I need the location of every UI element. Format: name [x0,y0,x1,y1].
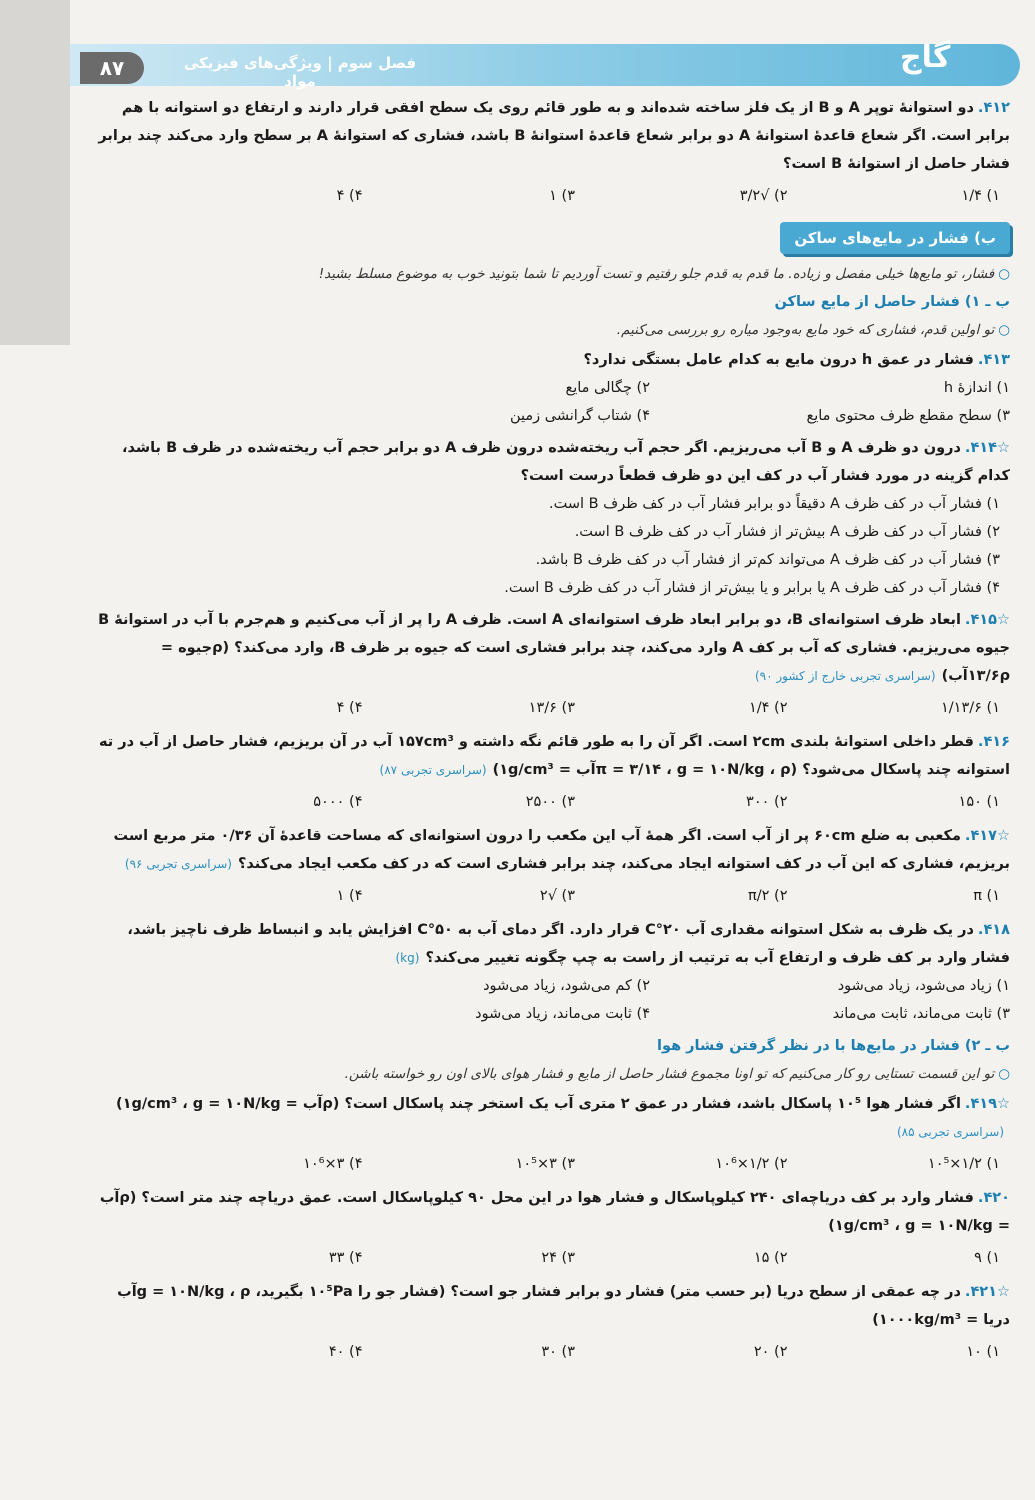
question-418 [90,916,1010,1028]
option-4: ۴) ثابت می‌ماند، زیاد می‌شود [475,1006,650,1022]
source-label: (kg) [395,951,420,965]
question-415 [90,606,1010,722]
option-1: ۱) فشار آب در کف ظرف A دقیقاً دو برابر فشار آب در کف ظرف B است. [548,496,1000,512]
options [90,1338,1010,1366]
subsection-heading: ب ـ ۲) فشار در مایع‌ها با در نظر گرفتن فشار هوا [657,1038,1010,1054]
chapter-title: فصل سوم | ویژگی‌های فیزیکی مواد [183,54,417,90]
option-4: ۴) ۴ [336,700,363,716]
question-number: ۴۱۷. [964,828,997,844]
option-1: ۱) ۱/۴ [961,188,1000,204]
option-3: ۳) ۳۰ [541,1344,575,1360]
option-1: ۱) π [973,888,1000,904]
question-text: در یک ظرف به شکل استوانه مقداری آب ۲۰°C قرار دارد. اگر دمای آب به ۵۰°C افزایش یابد و انبساط ظرف ناچیز باشد، فشار وارد بر کف ظرف و ارتفاع آب به ترتیب از راست به چپ چگونه تغییر می‌کند؟ [127,922,1010,966]
option-2: ۲) فشار آب در کف ظرف A بیش‌تر از فشار آب در کف ظرف B است. [574,524,1000,540]
options [90,972,1010,1028]
note [90,316,1010,344]
option-4: ۴) شتاب گرانشی زمین [509,408,650,424]
options [90,490,1010,602]
question-number: ۴۱۵. [964,612,997,628]
question-number: ۴۱۲. [977,100,1010,116]
side-tab [0,0,70,345]
question-number: ۴۱۸. [977,922,1010,938]
option-2: ۲) کم می‌شود، زیاد می‌شود [483,978,650,994]
question-text: فشار در عمق h درون مایع به کدام عامل بستگی ندارد؟ [583,352,974,368]
question-416 [90,728,1010,816]
option-3: ۳) ۲۴ [541,1250,575,1266]
question-text: دو استوانهٔ توپر A و B از یک فلز ساخته شده‌اند و به طور قائم روی یک سطح افقی قرار دارند و ارتفاع دو استوانه با هم برابر است. اگر شعاع قاعدهٔ استوانهٔ A دو برابر شعاع قاعدهٔ استوانهٔ B باشد، فشاری که استوانهٔ A بر سطح وارد می‌کند چند برابر فشار حاصل از استوانهٔ B است؟ [98,100,1010,172]
option-2: ۲) ۳۰۰ [746,794,788,810]
brand-logo: گاج [900,40,951,75]
question-text: اگر فشار هوا ۱۰⁵ پاسکال باشد، فشار در عمق ۲ متری آب یک استخر چند پاسکال است؟ (ρآب = ۱g/cm³ ، g = ۱۰N/kg) [115,1096,961,1112]
option-3: ۳) ۳×۱۰⁵ [515,1156,575,1172]
star-icon: ☆ [997,1284,1010,1300]
note-text: تو اولین قدم، فشاری که خود مایع به‌وجود میاره رو بررسی می‌کنیم. [616,322,995,338]
option-1: ۱) اندازهٔ h [943,380,1010,396]
option-3: ۳) ۱۳/۶ [528,700,575,716]
options [90,1244,1010,1272]
option-2: ۲) ۱۵ [753,1250,788,1266]
circle-icon: ○ [998,322,1010,338]
circle-icon: ○ [998,1066,1010,1082]
option-4: ۴) ۵۰۰۰ [313,794,363,810]
option-2: ۲) √۳/۲ [739,188,788,204]
option-4: ۴) ۴۰ [328,1344,363,1360]
note [90,260,1010,288]
options [90,1150,1010,1178]
question-number: ۴۱۶. [977,734,1010,750]
option-3: ۳) سطح مقطع ظرف محتوی مایع [806,408,1010,424]
note-text: فشار، تو مایع‌ها خیلی مفصل و زیاده. ما قدم به قدم جلو رفتیم و تست آوردیم تا شما بتونید خوب به موضوع مسلط بشید! [318,266,995,282]
option-1: ۱) ۱۵۰ [958,794,1000,810]
star-icon: ☆ [997,612,1010,628]
option-3: ۳) √۲ [539,888,575,904]
question-text: مکعبی به ضلع ۶۰cm پر از آب است. اگر همهٔ آب این مکعب را درون استوانه‌ای که مساحت قاعدهٔ آن ۰/۳۶ متر مربع است بریزیم، فشاری که این آب در کف استوانه ایجاد می‌کند، چند برابر فشاری است که در کف مکعب ایجاد می‌کند؟ [113,828,1010,872]
question-420 [90,1184,1010,1272]
question-number: ۴۱۴. [964,440,997,456]
subsection-heading: ب ـ ۱) فشار حاصل از مایع ساکن [774,294,1010,310]
star-icon: ☆ [997,1096,1010,1112]
option-4: ۴) ۳×۱۰⁶ [303,1156,363,1172]
options [90,182,1010,210]
question-417 [90,822,1010,910]
options [90,788,1010,816]
options [90,374,1010,430]
source-label: (سراسری تجربی ۹۶) [124,857,232,871]
star-icon: ☆ [997,440,1010,456]
question-text: فشار وارد بر کف دریاچه‌ای ۲۴۰ کیلوپاسکال و فشار هوا در این محل ۹۰ کیلوپاسکال است. عمق دریاچه چند متر است؟ (ρآب = ۱g/cm³ ، g = ۱۰N/kg) [99,1190,1010,1234]
option-2: ۲) چگالی مایع [565,380,650,396]
option-1: ۱) ۱/۱۳/۶ [940,700,1000,716]
question-412 [90,94,1010,210]
question-text: درون دو ظرف A و B آب می‌ریزیم. اگر حجم آب ریخته‌شده درون ظرف A دو برابر حجم آب ریخته‌شده در ظرف B باشد، کدام گزینه در مورد فشار آب در کف این دو ظرف قطعاً درست است؟ [121,440,1010,484]
star-icon: ☆ [997,828,1010,844]
option-1: ۱) ۹ [974,1250,1000,1266]
question-number: ۴۲۰. [977,1190,1010,1206]
note-text: تو این قسمت تستایی رو کار می‌کنیم که تو اونا مجموع فشار حاصل از مایع و فشار هوای بالای اون رو خواسته باشن. [344,1066,995,1082]
question-number: ۴۱۹. [964,1096,997,1112]
option-1: ۱) زیاد می‌شود، زیاد می‌شود [837,978,1010,994]
circle-icon: ○ [998,266,1010,282]
option-4: ۴) فشار آب در کف ظرف A یا برابر و یا بیش‌تر از فشار آب در کف ظرف B است. [504,580,1000,596]
source-label: (سراسری تجربی خارج از کشور ۹۰) [754,669,936,683]
question-text: قطر داخلی استوانهٔ بلندی ۲cm است. اگر آن را به طور قائم نگه داشته و ۱۵۷cm³ آب در آن بریزیم، فشار حاصل از آب در ته استوانه چند پاسکال می‌شود؟ (π = ۳/۱۴ ، g = ۱۰N/kg ، ρآب = ۱g/cm³) [99,734,1010,778]
question-text: در چه عمقی از سطح دریا (بر حسب متر) فشار دو برابر فشار جو است؟ (فشار جو را ۱۰⁵Pa بگیرید، g = ۱۰N/kg ، ρآب دریا = ۱۰۰۰kg/m³) [117,1284,1010,1328]
question-419 [90,1090,1010,1178]
option-2: ۲) ۱/۲×۱۰⁶ [715,1156,788,1172]
option-3: ۳) ۱ [549,188,575,204]
option-1: ۱) ۱۰ [966,1344,1000,1360]
content [90,92,1010,1372]
question-421 [90,1278,1010,1366]
source-label: (سراسری تجربی ۸۵) [896,1125,1004,1139]
option-3: ۳) فشار آب در کف ظرف A می‌تواند کم‌تر از فشار آب در کف ظرف B باشد. [535,552,1000,568]
source-label: (سراسری تجربی ۸۷) [379,763,487,777]
option-2: ۲) ۲۰ [753,1344,788,1360]
question-414 [90,434,1010,602]
option-1: ۱) ۱/۲×۱۰⁵ [927,1156,1000,1172]
note [90,1060,1010,1088]
question-number: ۴۱۳. [977,352,1010,368]
question-text: ابعاد ظرف استوانه‌ای B، دو برابر ابعاد ظرف استوانه‌ای A است. ظرف A را پر از آب می‌کنیم و هم‌جرم با آب در استوانهٔ B جیوه می‌ریزیم. فشاری که آب بر کف A وارد می‌کند، چند برابر فشاری است که جیوه بر ظرف B، وارد می‌کند؟ (ρجیوه = ۱۳/۶ρآب) [98,612,1010,684]
option-4: ۴) ۱ [336,888,363,904]
question-413 [90,346,1010,430]
option-4: ۴) ۴ [336,188,363,204]
page-number: ۸۷ [80,52,144,84]
options [90,694,1010,722]
section-heading: ب) فشار در مایع‌های ساکن [780,222,1010,254]
options [90,882,1010,910]
option-4: ۴) ۳۳ [328,1250,363,1266]
option-2: ۲) π/۲ [748,888,788,904]
option-3: ۳) ۲۵۰۰ [525,794,575,810]
option-2: ۲) ۱/۴ [748,700,788,716]
question-number: ۴۲۱. [964,1284,997,1300]
option-3: ۳) ثابت می‌ماند، ثابت می‌ماند [832,1006,1010,1022]
